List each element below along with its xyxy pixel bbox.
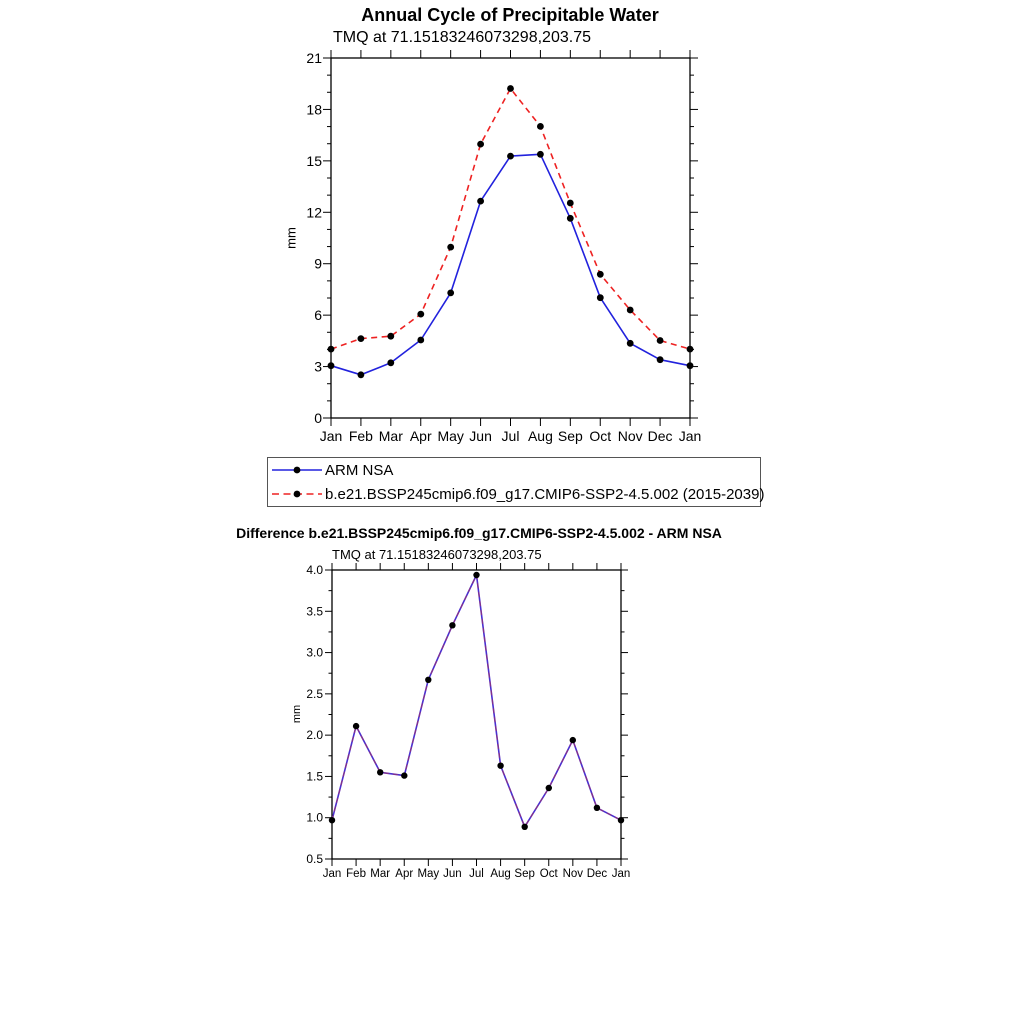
svg-text:Nov: Nov <box>562 868 584 880</box>
svg-text:0.5: 0.5 <box>306 852 323 866</box>
svg-text:May: May <box>417 868 440 880</box>
chart-0-y-axis <box>306 50 698 426</box>
svg-text:Dec: Dec <box>647 428 673 444</box>
svg-text:2.5: 2.5 <box>306 686 323 701</box>
svg-text:1.0: 1.0 <box>306 810 323 825</box>
legend-item-arm-nsa <box>268 459 760 481</box>
svg-text:Mar: Mar <box>378 428 403 444</box>
chart-0-series-1 <box>331 89 690 350</box>
chart-0-series-0 <box>331 154 690 374</box>
svg-text:Oct: Oct <box>589 428 612 444</box>
svg-text:Jan: Jan <box>678 428 702 444</box>
svg-text:Aug: Aug <box>490 868 511 880</box>
chart-1-x-axis <box>323 563 631 880</box>
chart-0-frame <box>331 58 690 418</box>
legend-marker-dot <box>294 491 301 498</box>
svg-text:4.0: 4.0 <box>306 563 323 577</box>
svg-text:Aug: Aug <box>527 428 553 444</box>
svg-text:mm: mm <box>291 704 303 724</box>
chart-1-y-axis <box>306 563 628 866</box>
svg-text:Apr: Apr <box>409 428 432 444</box>
svg-text:Apr: Apr <box>395 868 414 880</box>
top-chart-title: Annual Cycle of Precipitable Water <box>361 5 659 25</box>
chart-1-series-0 <box>332 575 621 827</box>
chart-0-x-axis <box>320 50 702 444</box>
svg-text:mm: mm <box>283 227 299 249</box>
svg-text:Jun: Jun <box>443 868 462 880</box>
model-line-sample <box>271 488 323 500</box>
chart-0-ylabel <box>284 227 299 249</box>
legend-label-model: b.e21.BSSP245cmip6.f09_g17.CMIP6-SSP2-4.5.002 (2015-2039) <box>325 485 765 503</box>
svg-text:Mar: Mar <box>370 868 391 880</box>
svg-text:May: May <box>437 428 464 444</box>
svg-text:Jul: Jul <box>501 428 520 444</box>
chart-1-plot <box>291 563 630 880</box>
bottom-chart-title: Difference b.e21.BSSP245cmip6.f09_g17.CMIP6-SSP2-4.5.002 - ARM NSA <box>236 525 722 541</box>
svg-text:2.0: 2.0 <box>306 728 323 743</box>
chart-1-series-0-markers <box>329 572 624 830</box>
legend-label-arm-nsa: ARM NSA <box>325 461 394 479</box>
svg-text:Jun: Jun <box>469 428 492 444</box>
svg-text:3.0: 3.0 <box>306 645 323 660</box>
chart-0-series-1-markers <box>328 85 694 352</box>
svg-text:Sep: Sep <box>557 428 583 444</box>
legend-marker-dot <box>294 467 301 474</box>
bottom-chart-subtitle: TMQ at 71.15183246073298,203.75 <box>332 547 542 562</box>
arm-nsa-line-sample <box>271 464 323 476</box>
svg-text:Sep: Sep <box>514 868 535 880</box>
chart-1-frame <box>332 570 621 859</box>
svg-text:Jan: Jan <box>319 428 343 444</box>
svg-text:1.5: 1.5 <box>306 769 323 784</box>
chart-0-plot <box>284 50 702 444</box>
svg-text:Feb: Feb <box>346 868 366 880</box>
svg-text:3.5: 3.5 <box>306 604 323 619</box>
svg-text:3: 3 <box>314 358 322 375</box>
legend-box <box>267 457 765 507</box>
svg-text:Feb: Feb <box>348 428 373 444</box>
top-chart-subtitle: TMQ at 71.15183246073298,203.75 <box>333 29 591 46</box>
chart-1-ylabel <box>291 705 303 723</box>
svg-text:0: 0 <box>314 410 322 426</box>
svg-text:Dec: Dec <box>586 868 608 880</box>
svg-text:12: 12 <box>306 204 322 221</box>
chart-0-series-0-markers <box>328 151 694 378</box>
svg-text:6: 6 <box>314 307 322 324</box>
svg-text:Nov: Nov <box>617 428 643 444</box>
svg-text:9: 9 <box>314 255 322 272</box>
svg-text:Jan: Jan <box>322 868 342 880</box>
svg-text:Jan: Jan <box>611 868 631 880</box>
svg-text:Oct: Oct <box>539 868 558 880</box>
legend-item-model <box>268 483 765 505</box>
svg-text:18: 18 <box>306 101 322 118</box>
svg-text:15: 15 <box>306 152 322 169</box>
svg-text:Jul: Jul <box>469 868 484 880</box>
svg-text:21: 21 <box>306 50 322 66</box>
